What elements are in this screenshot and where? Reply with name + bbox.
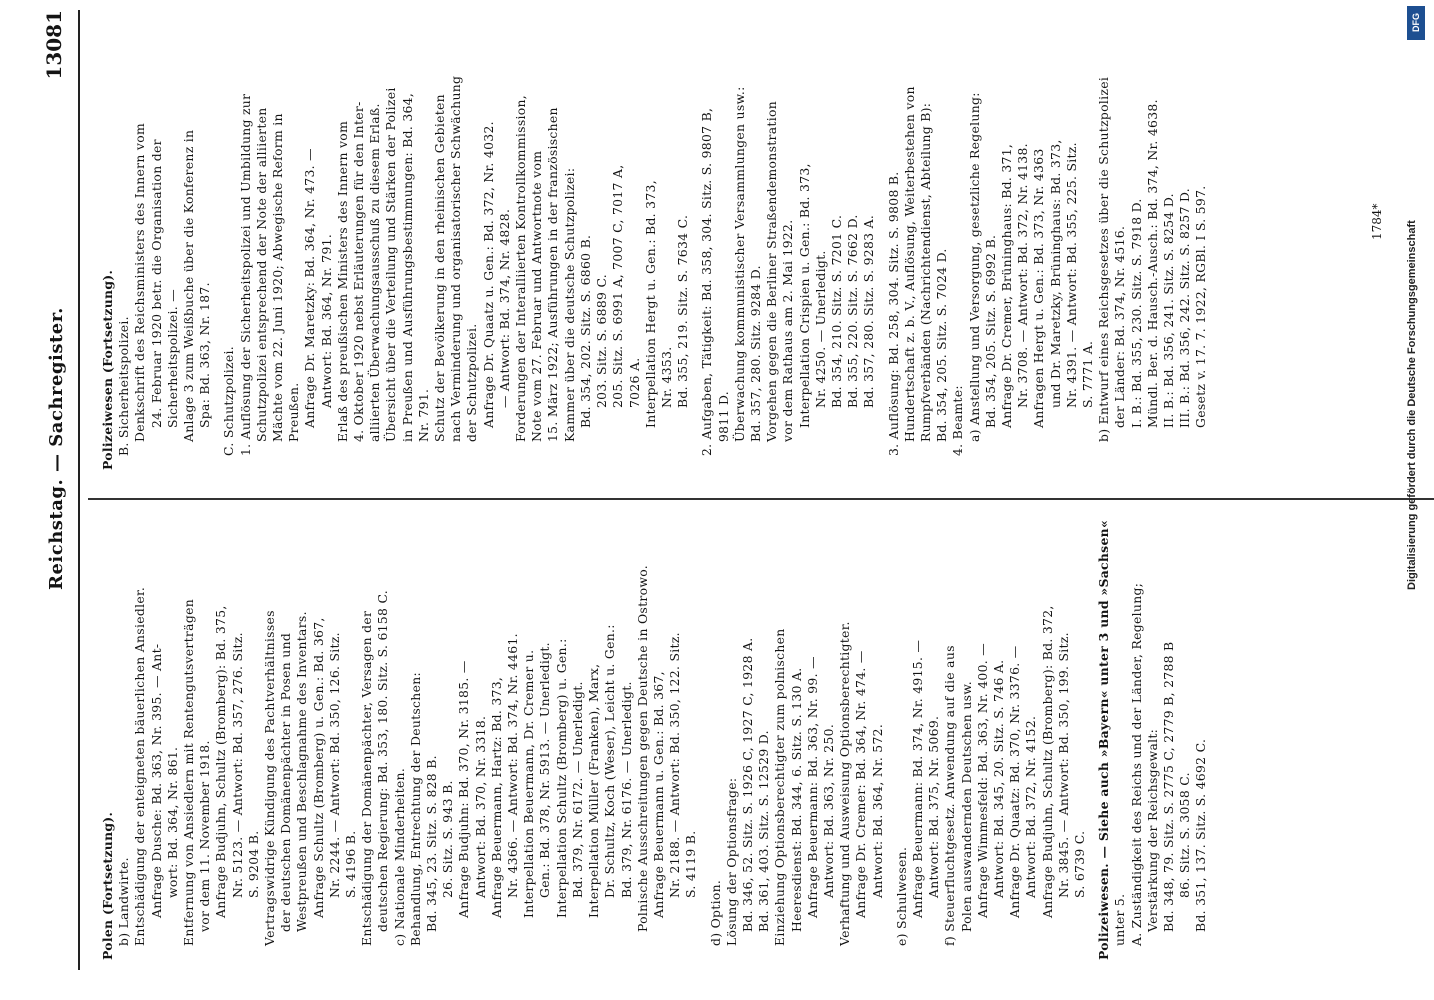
index-line: deutschen Regierung: Bd. 353, 180. Sitz. S. 6158 C. [375,589,391,932]
index-line: Anfrage Dusche: Bd. 363, Nr. 395. — Ant- [148,643,164,918]
index-line: Anfrage Budjuhn, Schultz (Bromberg): Bd. 372, [1039,605,1055,918]
index-line: S. 7771 A. [1079,340,1095,408]
index-line: Verhaftung und Ausweisung Optionsberechtigter. [837,621,853,946]
index-line: Interpellation Crispien u. Gen.: Bd. 373, [796,163,812,428]
index-line: Behandlung, Entrechtung der Deutschen: [407,672,423,946]
index-line: Bd. 379, Nr. 6172. — Unerledigt. [569,681,585,898]
index-line: Schutz der Bevölkerung in den rheinischen Gebieten [432,94,448,442]
index-line: Anfrage Beuermann u. Gen.: Bd. 367, [650,671,666,918]
index-line: a) Anstellung und Versorgung, gesetzliche Regelung: [966,92,982,442]
index-line: Nr. 2244. — Antwort: Bd. 350, 126. Sitz. [326,632,342,898]
index-line: Antwort: Bd. 345, 20. Sitz. S. 746 A. [990,659,1006,898]
index-line: vor dem 11. November 1918. [197,740,213,932]
index-line: S. 4196 B. [343,830,359,898]
index-line: Spa: Bd. 363, Nr. 187. [197,282,213,428]
index-line: Nr. 4391. — Antwort: Bd. 355, 225. Sitz. [1063,142,1079,408]
index-line: Interpellation Hergt u. Gen.: Bd. 373, [642,180,658,428]
index-line: d) Option. [707,879,723,946]
index-line: Anfrage Beuermann: Bd. 363, Nr. 99. — [804,656,820,918]
index-line: und Dr. Maretzky, Brüninghaus: Bd. 373, [1047,139,1063,408]
index-line: Preußen. [286,382,302,442]
index-line: Kammer über die deutsche Schutzpolizei: [561,167,577,442]
index-line: Bd. 355, 220. Sitz. S. 7662 D. [845,214,861,408]
index-line: Antwort: Bd. 372, Nr. 4152. [1023,715,1039,898]
index-line: Bd. 354, 205. Sitz. S. 7024 D. [934,248,950,442]
index-line: 9811 D. [715,390,731,442]
index-line: Schutzpolizei entsprechend der Note der alliierten [253,107,269,442]
index-line: Bd. 354, 210. Sitz. S. 7201 C. [828,214,844,408]
spacer [1088,520,1096,960]
spacer [886,520,894,960]
index-line: Bd. 355, 219. Sitz. S. 7634 C. [675,214,691,408]
index-line: A. Zuständigkeit des Reichs und der Länder, Regelung; [1128,582,1144,946]
index-line: Nr. 4353. [658,346,674,408]
index-line: III. B.: Bd. 356, 242. Sitz. S. 8257 D. [1177,187,1193,428]
index-line: 4. Oktober 1920 nebst Erläuterungen für den Inter- [351,101,367,442]
spacer [700,520,708,960]
index-line: Antwort: Bd. 363, Nr. 250. [820,723,836,898]
index-line: 4. Beamte: [950,385,966,456]
index-line: Entschädigung der enteigneten bäuerlichen Ansiedler. [132,586,148,946]
rotated-page [40,10,1434,970]
index-line: I. B.: Bd. 355, 230. Sitz. S. 7918 D. [1128,198,1144,428]
index-line: Anfrage Beuermann: Bd. 374, Nr. 4915. — [909,639,925,918]
index-line: Sicherheitspolizei. — [164,289,180,428]
left-column [100,520,1210,960]
dfg-logo: DFG [1407,6,1425,40]
index-line: Überwachung kommunistischer Versammlungen usw.: [731,86,747,442]
index-line: 205. Sitz. S. 6991 A, 7007 C, 7017 A, [610,164,626,408]
index-line: Anfragen Hergt u. Gen.: Bd. 373, Nr. 4363 [1031,148,1047,428]
header-title: Reichstag. — Sachregister. [46,307,67,590]
index-line: b) Entwurf eines Reichsgesetzes über die Schutzpolizei [1096,76,1112,442]
page-number: 13081 [42,10,66,80]
index-line: Polen auswandernden Deutschen usw. [958,681,974,932]
index-line: Einziehung Optionsberechtigter zum polnischen [772,628,788,946]
index-line: Hundertschaft z. b. V., Auflösung, Weiterbestehen von [901,86,917,442]
index-line: Nr. 3708. — Antwort: Bd. 372, Nr. 4138. [1015,143,1031,408]
index-line: der deutschen Domänenpächter in Posen und [278,632,294,932]
index-line: 1. Auflösung der Sicherheitspolizei und Umbildung zur [237,93,253,456]
index-line: Anfrage Dr. Maretzky: Bd. 364, Nr. 473. — [302,148,318,428]
index-line: 15. März 1922; Ausführungen in der französischen [545,107,561,442]
index-line: unter 5. [1112,893,1128,946]
index-line: Westpreußen und Beschlagnahme des Inventars. [294,611,310,932]
index-line: Anfrage Dr. Cremer: Bd. 364, Nr. 474. — [853,650,869,918]
index-line: Gesetz v. 17. 7. 1922, RGBl. I S. 597. [1193,185,1209,428]
index-line: Bd. 379, Nr. 6176. — Unerledigt. [618,681,634,898]
index-line: 2. Aufgaben, Tätigkeit: Bd. 358, 304. Sitz. S. 9807 B, [699,107,715,456]
index-line: der Schutzpolizei. [464,323,480,442]
index-line: 24. Februar 1920 betr. die Organisation der [148,139,164,428]
index-line: b) Landwirte. [116,857,132,946]
index-line: Anfrage Budjuhn: Bd. 370, Nr. 3185. — [456,660,472,918]
index-line: Nr. 791. [415,388,431,442]
index-line: Antwort: Bd. 370, Nr. 3318. [472,715,488,898]
index-line: Bd. 346, 52. Sitz. S. 1926 C, 1927 C, 1928 A. [739,637,755,932]
index-line: Nr. 2188. — Antwort: Bd. 350, 122. Sitz. [667,632,683,898]
header-rule [78,10,80,970]
index-line: C. Schutzpolizei. [221,346,237,456]
index-line: vor dem Rathaus am 2. Mai 1922. [780,219,796,442]
column-divider [88,499,1434,501]
index-line: Antwort: Bd. 364, Nr. 791. [318,233,334,408]
index-line: Heeresdienst: Bd. 344, 6. Sitz. S. 130 A. [788,667,804,932]
index-line: 26. Sitz. S. 943 B. [440,780,456,898]
index-line: B. Sicherheitspolizei. [116,316,132,456]
index-line: Bd. 354, 202. Sitz. S. 6860 B. [577,234,593,428]
index-line: Entfernung von Ansiedlern mit Rentengutsverträgen [181,599,197,946]
right-column [100,30,1210,470]
index-line: Polizeiwesen (Fortsetzung). [100,269,115,470]
index-line: Nr. 4250. — Unerledigt. [812,250,828,408]
index-line: 203. Sitz. S. 6889 C. [594,273,610,408]
index-line: Anfrage Beuermann, Hartz: Bd. 373, [488,676,504,918]
index-line: Polnische Ausschreitungen gegen Deutsche in Ostrowo. [634,564,650,932]
index-line: Anfrage Dr. Quaatz u. Gen.: Bd. 372, Nr. 4032. [480,121,496,428]
index-line: Nr. 5123. — Antwort: Bd. 357, 276. Sitz. [229,632,245,898]
index-line: Anfrage Wimmesfeld: Bd. 363, Nr. 400. — [974,643,990,918]
page-footnote: 1784* [1370,203,1384,240]
index-line: wort: Bd. 364, Nr. 861. [164,746,180,898]
stamp-text: Digitalisierung gefördert durch die Deutsche Forschungsgemeinschaft [1406,220,1418,590]
index-line: e) Schulwesen. [893,846,909,946]
index-line: II. B.: Bd. 356, 241. Sitz. S. 8254 D. [1161,193,1176,428]
page-header [40,10,80,970]
index-line: Anfrage Dr. Cremer, Brüninghaus: Bd. 371, [998,143,1014,428]
index-line: S. 4119 B. [683,830,699,898]
spacer [213,30,221,470]
index-line: Bd. 361, 403. Sitz. S. 12529 D. [756,730,772,932]
index-line: 86. Sitz. S. 3058 C. [1177,772,1193,898]
index-line: alliierten Überwachungsausschuß zu diesem Erlaß. [367,103,383,442]
index-line: Nr. 4366. — Antwort: Bd. 374, Nr. 4461. [505,633,521,898]
spacer [691,30,699,470]
index-line: Note vom 27. Februar und Antwortnote vom [529,150,545,442]
index-line: 7026 A. [626,357,642,408]
index-line: Anfrage Budjuhn, Schultz (Bromberg): Bd. 375, [213,605,229,918]
index-line: Vorgehen gegen die Berliner Straßendemonstration [764,100,780,442]
index-line: Bd. 351, 137. Sitz. S. 4692 C. [1193,738,1209,932]
index-line: in Preußen und Ausführungsbestimmungen: Bd. 364, [399,92,415,442]
index-line: Interpellation Müller (Franken), Marx, [586,663,602,918]
index-line: Denkschrift des Reichsministers des Innern vom [132,122,148,442]
digitization-stamp [1404,0,1430,1000]
spacer [878,30,886,470]
index-line: Übersicht über die Verteilung und Stärken der Polizei [383,87,399,442]
index-line: der Länder: Bd. 374, Nr. 4516. [1112,225,1128,428]
index-line: Bd. 357, 280. Sitz. S. 9283 A. [861,214,877,408]
index-line: Anfrage Schultz (Bromberg) u. Gen.: Bd. 367, [310,617,326,918]
index-line: 3. Auflösung: Bd. 258, 304. Sitz. S. 9808 B. [885,171,901,456]
index-line: — Antwort: Bd. 374, Nr. 4828. [496,208,512,408]
index-line: Bd. 348, 79. Sitz. S. 2775 C, 2779 B, 2788 B [1161,641,1176,932]
index-line: Forderungen der Interalliierten Kontrollkommission, [513,94,529,442]
index-line: Bd. 357, 280. Sitz. 9284 D. [747,265,763,442]
index-line: Interpellation Beuermann, Dr. Cremer u. [521,649,537,918]
index-line: Interpellation Schultz (Bromberg) u. Gen.: [553,638,569,918]
index-line: Dr. Schultz, Koch (Weser), Leicht u. Gen.: [602,624,618,898]
index-line: Anfrage Dr. Quaatz: Bd. 370, Nr. 3376. — [1007,645,1023,918]
index-line: Bd. 354, 205. Sitz. S. 6992 B. [982,234,998,428]
index-line: Gen.: Bd. 378, Nr. 5913. — Unerledigt. [537,642,553,898]
index-line: Entschädigung der Domänenpächter, Versagen der [359,610,375,946]
index-line: S. 9204 B. [245,830,261,898]
index-line: Nr. 3845. — Antwort: Bd. 350, 199. Sitz. [1055,632,1071,898]
index-line: Antwort: Bd. 364, Nr. 572. [869,723,885,898]
index-line: Mündl. Ber. d. Hausch.-Ausch.: Bd. 374, Nr. 4638. [1144,99,1160,428]
index-line: Polen (Fortsetzung). [100,811,115,960]
index-line: Anlage 3 zum Weißbuche über die Konferenz in [181,129,197,442]
index-line: Vertragswidrige Kündigung des Pachtverhältnisses [262,610,278,946]
index-line: Bd. 345, 23. Sitz. S. 828 B. [424,755,440,932]
index-line: Verstärkung der Reichsgewalt: [1144,728,1160,932]
index-line: nach Verminderung und organisatorischer Schwächung [448,75,464,442]
index-line: S. 6739 C. [1071,830,1087,898]
index-line: Polizeiwesen. — Siehe auch »Bayern« unter 3 und »Sachsen« [1096,520,1112,960]
index-line: c) Nationale Minderheiten. [391,767,407,946]
index-line: Mächte vom 22. Juni 1920; Abwegische Reform in [270,113,286,442]
index-line: Lösung der Optionsfrage: [723,777,739,946]
index-line: Antwort: Bd. 375, Nr. 5069. [926,715,942,898]
index-line: f) Steuerfluchtgesetz. Anwendung auf die aus [942,645,958,946]
index-line: Rumpfverbänden (Nachrichtendienst, Abteilung B): [917,102,933,442]
index-line: Erlaß des preußischen Ministers des Innern vom [334,120,350,442]
